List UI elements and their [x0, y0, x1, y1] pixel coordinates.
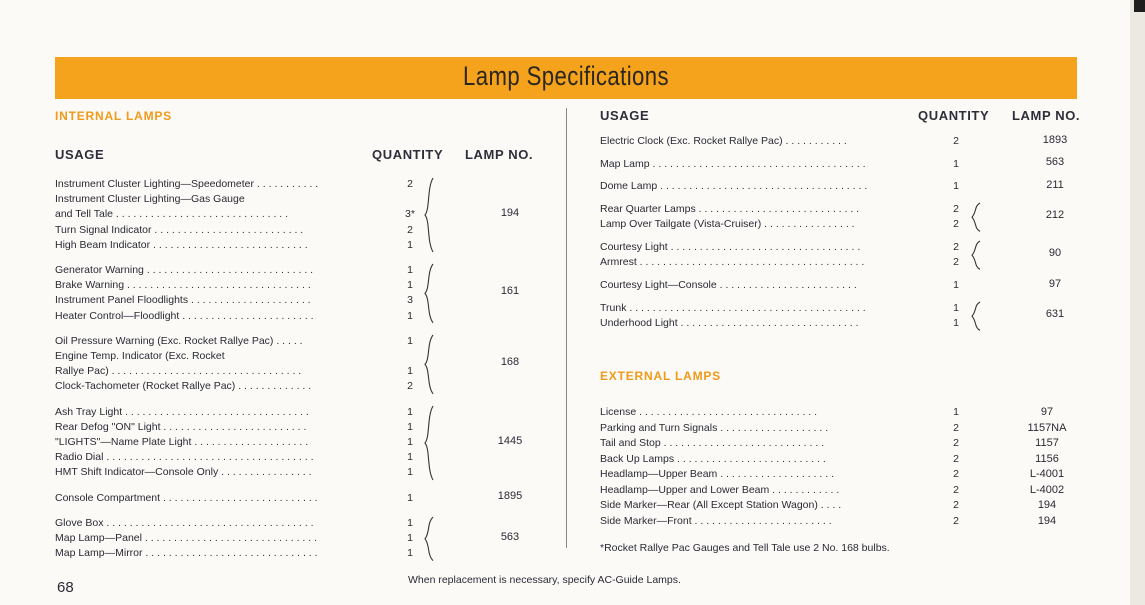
- quantity-value: 2: [953, 452, 959, 465]
- lamp-number: L-4002: [1029, 483, 1065, 496]
- quantity-value: 1: [407, 532, 413, 544]
- quantity-value: 2: [953, 468, 959, 480]
- internal-row: [55, 465, 420, 480]
- usage-label: Side Marker—Rear (All Except Station Wagon) . . . .: [600, 499, 842, 511]
- right-row: [600, 157, 966, 172]
- usage-label: Rallye Pac) . . . . . . . . . . . . . . . . . . . . . . . . . . . . . . . . .: [55, 365, 302, 378]
- usage-label: Glove Box . . . . . . . . . . . . . . . . . . . . . . . . . . . . . . . . . . . .: [55, 516, 314, 529]
- brace-mark: [423, 177, 437, 253]
- internal-lamp-no-header: LAMP NO.: [465, 147, 534, 162]
- external-row: [600, 405, 980, 420]
- internal-row: [55, 379, 420, 394]
- right-usage-header: USAGE: [600, 108, 650, 123]
- quantity-value: 1: [953, 278, 959, 291]
- lamp-number: 97: [1048, 277, 1062, 290]
- external-row: [600, 452, 980, 467]
- internal-row: [55, 349, 420, 364]
- right-row: [600, 202, 966, 217]
- usage-label: Side Marker—Front . . . . . . . . . . . . . . . . . . . . . . . .: [600, 514, 832, 527]
- quantity-value: 1: [407, 420, 413, 433]
- quantity-value: 1: [953, 316, 959, 329]
- lamp-number: 97: [1040, 406, 1054, 418]
- usage-label: Map Lamp . . . . . . . . . . . . . . . . . . . . . . . . . . . . . . . . . . . . .: [600, 157, 866, 170]
- quantity-value: 1: [953, 157, 959, 170]
- lamp-number: 194: [500, 207, 520, 219]
- internal-row: [55, 516, 420, 531]
- quantity-value: 1: [407, 279, 413, 292]
- quantity-value: 1: [953, 301, 959, 314]
- usage-label: Underhood Light . . . . . . . . . . . . . . . . . . . . . . . . . . . . . . .: [600, 316, 859, 329]
- usage-label: Console Compartment . . . . . . . . . . . . . . . . . . . . . . . . . . .: [55, 491, 318, 504]
- quantity-value: 1: [407, 309, 413, 322]
- page-number: 68: [57, 579, 74, 596]
- right-row: [600, 179, 966, 194]
- usage-label: Lamp Over Tailgate (Vista-Cruiser) . . . . . . . . . . . . . . . .: [600, 218, 855, 231]
- quantity-value: 2: [953, 218, 959, 231]
- usage-label: Heater Control—Floodlight . . . . . . . . . . . . . . . . . . . . . . .: [55, 309, 314, 322]
- quantity-value: 2: [407, 380, 413, 393]
- lamp-number: 1895: [497, 490, 523, 503]
- usage-label: Turn Signal Indicator . . . . . . . . . . . . . . . . . . . . . . . . . .: [55, 223, 304, 236]
- brace-mark: [970, 202, 984, 232]
- page-title: Lamp Specifications: [463, 61, 669, 91]
- quantity-value: 1: [407, 547, 413, 560]
- usage-label: Rear Quarter Lamps . . . . . . . . . . . . . . . . . . . . . . . . . . . .: [600, 203, 860, 216]
- external-row: [600, 483, 980, 498]
- usage-label: Map Lamp—Panel . . . . . . . . . . . . . . . . . . . . . . . . . . . . . .: [55, 532, 317, 544]
- internal-row: [55, 405, 420, 420]
- quantity-value: 2: [407, 178, 413, 190]
- lamp-number: 1893: [1042, 133, 1068, 146]
- internal-row: [55, 293, 420, 308]
- usage-label: Electric Clock (Exc. Rocket Rallye Pac) . . . . . . . . . . .: [600, 135, 847, 147]
- internal-usage-header: USAGE: [55, 147, 105, 162]
- quantity-value: 2: [953, 256, 959, 269]
- usage-label: Instrument Cluster Lighting—Gas Gauge: [55, 193, 245, 206]
- lamp-number: 212: [1045, 209, 1065, 222]
- right-lamp-no-header: LAMP NO.: [1012, 108, 1081, 123]
- footer-note: When replacement is necessary, specify AC-Guide Lamps.: [408, 574, 681, 586]
- usage-label: Headlamp—Upper and Lower Beam . . . . . . . . . . . .: [600, 483, 840, 496]
- usage-label: License . . . . . . . . . . . . . . . . . . . . . . . . . . . . . . .: [600, 406, 818, 418]
- quantity-value: 2: [953, 241, 959, 253]
- usage-label: Radio Dial . . . . . . . . . . . . . . . . . . . . . . . . . . . . . . . . . . . .: [55, 451, 314, 464]
- lamp-number: 1445: [497, 434, 523, 447]
- usage-label: Instrument Cluster Lighting—Speedometer . . . . . . . . . . .: [55, 178, 319, 190]
- usage-label: Map Lamp—Mirror . . . . . . . . . . . . . . . . . . . . . . . . . . . . . .: [55, 547, 318, 560]
- internal-quantity-header: QUANTITY: [372, 147, 444, 162]
- usage-label: Tail and Stop . . . . . . . . . . . . . . . . . . . . . . . . . . . .: [600, 437, 825, 449]
- quantity-value: 1: [953, 180, 959, 193]
- quantity-value: 2: [407, 223, 413, 236]
- quantity-value: 3: [407, 294, 413, 307]
- title-banner: [55, 57, 1077, 99]
- internal-row: [55, 263, 420, 278]
- internal-row: [55, 531, 420, 546]
- external-row: [600, 514, 980, 529]
- usage-label: HMT Shift Indicator—Console Only . . . . . . . . . . . . . . . .: [55, 466, 312, 479]
- quantity-value: 1: [407, 516, 413, 529]
- usage-label: "LIGHTS"—Name Plate Light . . . . . . . . . . . . . . . . . . . .: [55, 436, 309, 448]
- lamp-number: 563: [1045, 156, 1065, 169]
- internal-row: [55, 207, 420, 222]
- brace-mark: [970, 301, 984, 331]
- brace-mark: [423, 334, 437, 395]
- external-row: [600, 498, 980, 513]
- right-row: [600, 301, 966, 316]
- usage-label: Generator Warning . . . . . . . . . . . . . . . . . . . . . . . . . . . . .: [55, 264, 314, 276]
- lamp-number: 1156: [1035, 452, 1059, 465]
- usage-label: and Tell Tale . . . . . . . . . . . . . . . . . . . . . . . . . . . . . .: [55, 208, 289, 221]
- footnote: *Rocket Rallye Pac Gauges and Tell Tale use 2 No. 168 bulbs.: [600, 542, 890, 554]
- right-row: [600, 217, 966, 232]
- quantity-value: 2: [953, 135, 959, 147]
- usage-label: Headlamp—Upper Beam . . . . . . . . . . . . . . . . . . . .: [600, 468, 834, 480]
- right-row: [600, 278, 966, 293]
- internal-row: [55, 238, 420, 253]
- lamp-number: 631: [1045, 307, 1065, 320]
- quantity-value: 1: [407, 365, 413, 378]
- internal-row: [55, 177, 420, 192]
- lamp-number: 1157: [1035, 437, 1059, 449]
- external-row: [600, 421, 980, 436]
- external-row: [600, 467, 980, 482]
- quantity-value: 1: [407, 451, 413, 464]
- usage-label: Clock-Tachometer (Rocket Rallye Pac) . . . . . . . . . . . . .: [55, 380, 312, 393]
- quantity-value: 1: [407, 466, 413, 479]
- lamp-number: 161: [500, 285, 520, 298]
- internal-row: [55, 435, 420, 450]
- right-quantity-header: QUANTITY: [918, 108, 990, 123]
- external-row: [600, 436, 980, 451]
- internal-row: [55, 450, 420, 465]
- usage-label: Back Up Lamps . . . . . . . . . . . . . . . . . . . . . . . . . .: [600, 452, 826, 465]
- internal-row: [55, 546, 420, 561]
- lamp-number: 194: [1037, 499, 1057, 511]
- brace-mark: [423, 263, 437, 324]
- quantity-value: 2: [953, 421, 959, 434]
- quantity-value: 3*: [405, 208, 415, 221]
- quantity-value: 2: [953, 203, 959, 216]
- brace-mark: [423, 516, 437, 562]
- usage-label: Courtesy Light—Console . . . . . . . . . . . . . . . . . . . . . . . .: [600, 278, 857, 291]
- usage-label: Parking and Turn Signals . . . . . . . . . . . . . . . . . . .: [600, 421, 829, 434]
- lamp-number: 563: [500, 530, 520, 543]
- usage-label: Instrument Panel Floodlights . . . . . . . . . . . . . . . . . . . . .: [55, 294, 311, 307]
- quantity-value: 2: [953, 437, 959, 449]
- usage-label: Courtesy Light . . . . . . . . . . . . . . . . . . . . . . . . . . . . . . . . .: [600, 241, 861, 253]
- usage-label: Oil Pressure Warning (Exc. Rocket Rallye Pac) . . . . .: [55, 334, 303, 347]
- usage-label: Trunk . . . . . . . . . . . . . . . . . . . . . . . . . . . . . . . . . . . . . . . . .: [600, 301, 866, 314]
- quantity-value: 2: [953, 483, 959, 496]
- quantity-value: 1: [953, 406, 959, 418]
- internal-lamps-heading: INTERNAL LAMPS: [55, 109, 172, 123]
- internal-row: [55, 420, 420, 435]
- usage-label: High Beam Indicator . . . . . . . . . . . . . . . . . . . . . . . . . . .: [55, 238, 308, 251]
- lamp-number: L-4001: [1029, 468, 1065, 480]
- lamp-number: 1157NA: [1027, 421, 1067, 434]
- quantity-value: 2: [953, 514, 959, 527]
- usage-label: Brake Warning . . . . . . . . . . . . . . . . . . . . . . . . . . . . . . . .: [55, 279, 311, 292]
- internal-row: [55, 491, 420, 506]
- column-divider: [566, 108, 567, 548]
- right-row: [600, 316, 966, 331]
- internal-row: [55, 364, 420, 379]
- quantity-value: 1: [407, 334, 413, 347]
- external-lamps-heading: EXTERNAL LAMPS: [600, 369, 721, 383]
- usage-label: Armrest . . . . . . . . . . . . . . . . . . . . . . . . . . . . . . . . . . . . . . .: [600, 256, 865, 269]
- internal-row: [55, 192, 420, 207]
- page-edge: [1130, 0, 1145, 605]
- internal-row: [55, 309, 420, 324]
- usage-label: Rear Defog "ON" Light . . . . . . . . . . . . . . . . . . . . . . . . .: [55, 420, 307, 433]
- lamp-number: 168: [500, 356, 520, 369]
- right-row: [600, 255, 966, 270]
- quantity-value: 2: [953, 499, 959, 511]
- usage-label: Engine Temp. Indicator (Exc. Rocket: [55, 350, 225, 362]
- lamp-number: 90: [1048, 247, 1062, 260]
- right-row: [600, 240, 966, 255]
- quantity-value: 1: [407, 405, 413, 418]
- quantity-value: 1: [407, 436, 413, 448]
- internal-row: [55, 223, 420, 238]
- usage-label: Dome Lamp . . . . . . . . . . . . . . . . . . . . . . . . . . . . . . . . . . . .: [600, 180, 868, 193]
- quantity-value: 1: [407, 264, 413, 276]
- quantity-value: 1: [407, 238, 413, 251]
- internal-row: [55, 278, 420, 293]
- quantity-value: 1: [407, 491, 413, 504]
- brace-mark: [423, 405, 437, 481]
- lamp-number: 211: [1046, 179, 1064, 191]
- brace-mark: [970, 240, 984, 270]
- usage-label: Ash Tray Light . . . . . . . . . . . . . . . . . . . . . . . . . . . . . . . .: [55, 405, 309, 418]
- right-row: [600, 134, 966, 149]
- internal-row: [55, 334, 420, 349]
- lamp-number: 194: [1037, 514, 1057, 527]
